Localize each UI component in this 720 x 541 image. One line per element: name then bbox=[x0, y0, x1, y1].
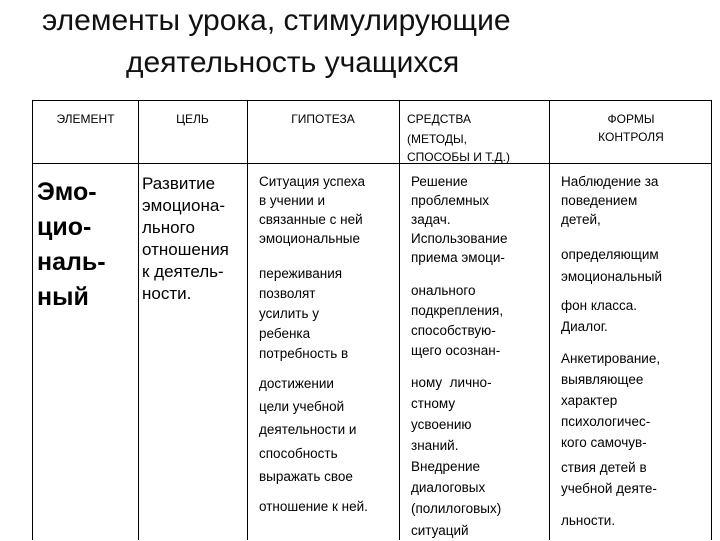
means-part-4: ситуаций bbox=[411, 523, 469, 538]
goal-value: Развитие эмоциона- льного отношения к деятель- ности. bbox=[142, 174, 229, 303]
header-divider bbox=[33, 163, 711, 164]
means-part-1: Решение проблемных задач. Использование приема эмоци- bbox=[411, 174, 508, 265]
header-element: ЭЛЕМЕНТ bbox=[56, 112, 115, 126]
column-divider bbox=[399, 101, 400, 540]
header-hypothesis: ГИПОТЕЗА bbox=[291, 112, 355, 126]
header-control-line-2: КОНТРОЛЯ bbox=[598, 130, 664, 144]
control-part-5: ствия детей в учебной деяте- bbox=[561, 460, 657, 496]
header-means-line-2: (МЕТОДЫ, bbox=[407, 132, 467, 146]
hypothesis-part-1: Ситуация успеха в учении и связанные с ней эмоциональные bbox=[259, 174, 366, 246]
header-means-line-3: СПОСОБЫ И Т.Д.) bbox=[407, 150, 510, 164]
hypothesis-part-5: отношение к ней. bbox=[259, 499, 368, 514]
control-part-6: льности. bbox=[561, 513, 616, 528]
lesson-elements-table bbox=[32, 100, 712, 540]
control-part-3: фон класса. Диалог. bbox=[561, 298, 638, 334]
element-value: Эмо- цио- наль- ный bbox=[37, 178, 106, 311]
header-means-line-1: СРЕДСТВА bbox=[407, 112, 472, 126]
column-divider bbox=[247, 101, 248, 540]
column-divider bbox=[549, 101, 550, 540]
hypothesis-part-2: переживания позволят усилить у ребенка потребность в bbox=[259, 266, 349, 361]
means-part-3: ному лично- стному усвоению знаний. Внедрение диалоговых (полилоговых) bbox=[411, 375, 502, 516]
slide-title-line-1: элементы урока, стимулирующие bbox=[42, 4, 511, 37]
header-control-line-1: ФОРМЫ bbox=[607, 112, 655, 126]
control-part-2: определяющим эмоциональный bbox=[561, 247, 663, 284]
means-part-2: онального подкрепления, способствую- щего осознан- bbox=[411, 283, 504, 358]
hypothesis-part-4: способность выражать свое bbox=[259, 446, 353, 484]
control-part-4: Анкетирование, выявляющее характер психологичес- кого самочув- bbox=[561, 351, 661, 450]
header-goal: ЦЕЛЬ bbox=[176, 112, 209, 126]
slide-title-line-2: деятельность учащихся bbox=[126, 46, 460, 79]
control-part-1: Наблюдение за поведением детей, bbox=[561, 174, 659, 227]
hypothesis-part-3: достижении цели учебной деятельности и bbox=[259, 376, 357, 437]
column-divider bbox=[138, 101, 139, 540]
